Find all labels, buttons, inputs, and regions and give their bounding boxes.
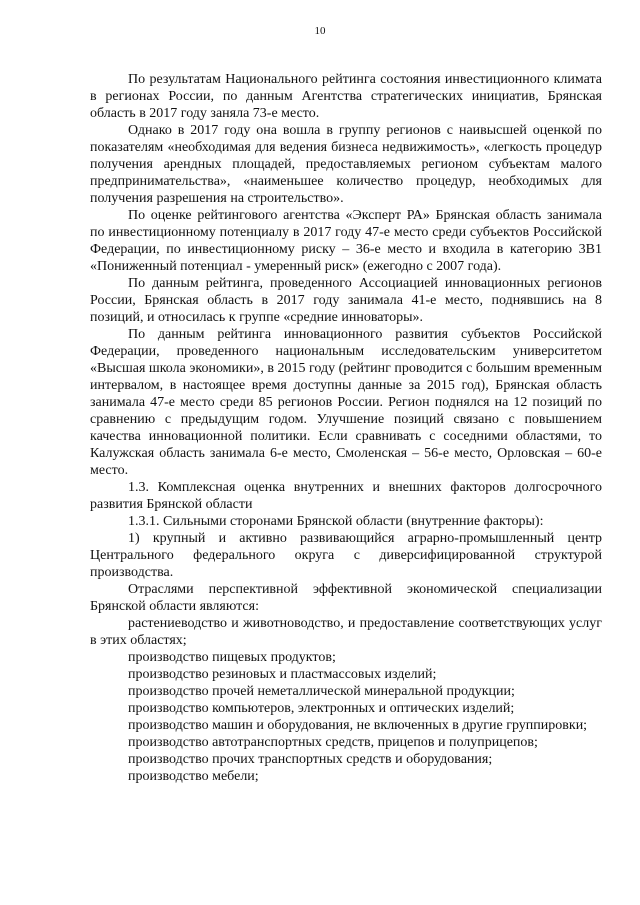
paragraph-hse-rating: По данным рейтинга инновационного развития субъектов Российской Федерации, проведенного национальным исследовательским университетом «Высшая школа экономики», в 2015 году (рейтинг проводится с большим временным интервалом, в настоящее время доступны данные за 2015 год), Брянская область занимала 47-е место среди 85 регионов России. Регион поднялся на 12 позиций по сравнению с предыдущим годом. Улучшение позиций связано с повышением качества инновационной политики. Если сравнивать с соседними областями, то Калужская область занимала 6-е место, Смоленская – 56-е место, Орловская – 60-е место. [90,327,602,478]
list-item: производство прочих транспортных средств и оборудования; [128,752,493,767]
paragraph-innovation-association: По данным рейтинга, проведенного Ассоциацией инновационных регионов России, Брянская область в 2017 году занимала 41-е место, поднявшись на 8 позиций, и относилась к группе «средние инноваторы». [90,276,602,325]
subsection-heading-1-3-1: 1.3.1. Сильными сторонами Брянской области (внутренние факторы): [128,514,544,529]
paragraph-investment-climate-rating: По результатам Национального рейтинга состояния инвестиционного климата в регионах России, по данным Агентства стратегических инициатив, Брянская область в 2017 году заняла 73-е место. [90,72,602,121]
strength-item-1: 1) крупный и активно развивающийся аграрно-промышленный центр Центрального федерального округа с диверсифицированной структурой производства. [90,531,602,580]
section-heading-1-3: 1.3. Комплексная оценка внутренних и внешних факторов долгосрочного развития Брянской области [90,480,602,512]
paragraph-expert-ra: По оценке рейтингового агентства «Эксперт РА» Брянская область занимала по инвестиционному потенциалу в 2017 году 47-е место среди субъектов Российской Федерации, по инвестиционному риску – 36-е место и входила в категорию 3В1 «Пониженный потенциал - умеренный риск» (ежегодно с 2007 года). [90,208,602,274]
list-item: производство резиновых и пластмассовых изделий; [128,667,437,682]
paragraph-top-group: Однако в 2017 году она вошла в группу регионов с наивысшей оценкой по показателям «необходимая для ведения бизнеса недвижимость», «легкость процедур получения арендных площадей, предоставляемых регионом субъектам малого предпринимательства», «наименьшее количество процедур, необходимых для получения разрешения на строительство». [90,123,602,206]
list-item: производство автотранспортных средств, прицепов и полуприцепов; [128,735,538,750]
list-item: растениеводство и животноводство, и предоставление соответствующих услуг в этих областях; [90,616,602,648]
list-item: производство прочей неметаллической минеральной продукции; [128,684,515,699]
list-item: производство мебели; [128,769,259,784]
paragraph-specialization-intro: Отраслями перспективной эффективной экономической специализации Брянской области являются: [90,582,602,614]
document-body [90,71,602,785]
list-item: производство пищевых продуктов; [128,650,336,665]
list-item: производство машин и оборудования, не включенных в другие группировки; [128,718,588,733]
page-number: 10 [314,25,326,37]
list-item: производство компьютеров, электронных и оптических изделий; [128,701,515,716]
